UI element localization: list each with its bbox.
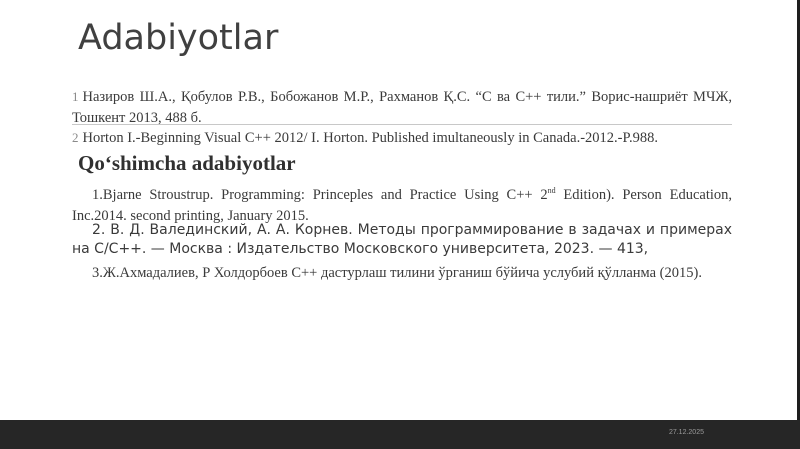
reference-number: 1	[72, 89, 79, 104]
superscript: nd	[547, 186, 556, 195]
additional-item	[72, 221, 732, 259]
reference-number: 2	[72, 130, 79, 145]
additional-item	[72, 263, 732, 284]
footer-date: 27.12.2025	[668, 429, 704, 436]
additional-text: 1.Bjarne Stroustrup. Programming: Princeples and Practice Using C++ 2	[92, 186, 548, 203]
divider	[72, 124, 732, 125]
reference-item	[72, 86, 732, 129]
footer-bar	[0, 420, 800, 449]
additional-text: 2. В. Д. Валединский, А. А. Корнев. Методы программирование в задачах и примерах на С/С++. — Москва : Издательство Московского университета, 2023. — 413,	[72, 222, 732, 257]
slide-title: Adabiyotlar	[78, 18, 279, 58]
additional-heading: Qo‘shimcha adabiyotlar	[78, 151, 296, 175]
reference-text: Horton I.-Beginning Visual C++ 2012/ I. Horton. Published imultaneously in Canada.-2012.-P.988.	[82, 130, 658, 146]
additional-text: 3.Ж.Ахмадалиев, Р Холдорбоев С++ дастурлаш тилини ўрганиш бўйича услубий қўлланма (2015).	[92, 265, 702, 281]
additional-item	[72, 180, 732, 227]
additional-text-tail: Edition). Person Education, Inc.2014. second printing, January 2015.	[72, 186, 733, 224]
reference-item	[72, 127, 732, 149]
reference-text: Назиров Ш.А., Қобулов Р.В., Бобожанов М.Р., Рахманов Қ.С. “С ва С++ тили.” Ворис-нашриёт МЧЖ, Тошкент 2013, 488 б.	[72, 89, 732, 126]
